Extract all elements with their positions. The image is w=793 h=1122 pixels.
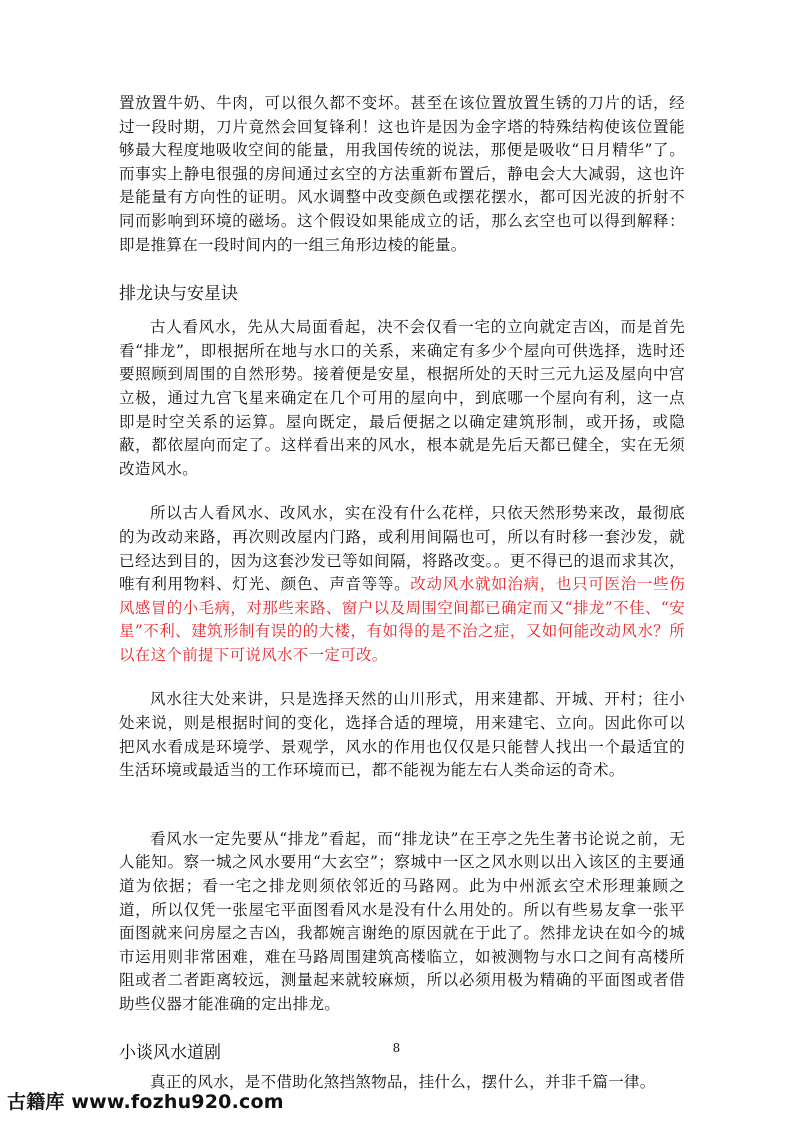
paragraph-true-fengshui: 真正的风水，是不借助化煞挡煞物品，挂什么，摆什么，并非千篇一律。 — [150, 1072, 656, 1091]
paragraph-fengshui-scope: 风水往大处来讲，只是选择天然的山川形式，用来建都、开城、开村；往小处来说，则是根据时间的变化，选择合适的理境，用来建宅、立向。因此你可以把风水看成是环境学、景观学，风水的作用也仅仅是只能替人找出一个最适宜的生活环境或最适当的工作环境而已，都不能视为能左右人类命运的奇术。 — [119, 690, 685, 780]
section-heading-pailong: 排龙诀与安星诀 — [119, 284, 238, 305]
page-number: 8 — [392, 1041, 401, 1055]
paragraph-ancient-fengshui: 古人看风水，先从大局面看起，决不会仅看一宅的立向就定吉凶，而是首先看“排龙”，即根据所在地与水口的关系，来确定有多少个屋向可供选择，选时还要照顾到周围的自然形势。接着便是安星，根据所处的天时三元九运及屋向中宫立极，通过九宫飞星来确定在几个可用的屋向中，到底哪一个屋向有利，这一点即是时空关系的运算。屋向既定，最后便据之以确定建筑形制，或开扬，或隐蔽，都依屋向而定了。这样看出来的风水，根本就是先后天都已健全，实在无须改造风水。 — [119, 318, 685, 478]
paragraph-changing-fengshui-text: 所以古人看风水、改风水，实在没有什么花样，只依天然形势来改，最彻底的为改动来路，再次则改屋内门路，或利用间隔也可，所以有时移一套沙发，就已经达到目的，因为这套沙发已等如间隔，将路改变。。更不得已的退而求其次，唯有利用物料、灯光、颜色、声音等等。 — [119, 504, 685, 594]
section-heading-daoju: 小谈风水道剧 — [119, 1042, 221, 1063]
paragraph-changing-fengshui — [119, 502, 685, 667]
highlighted-warning-text: 改动风水就如治病，也只可医治一些伤风感冒的小毛病，对那些来路、窗户以及周围空间都已确定而又“排龙”不佳、“安星”不利、建筑形制有误的的大楼，有如得的是不治之症，又如何能改动风水？所以在这个前提下可说风水不一定可改。 — [119, 575, 685, 664]
site-watermark: 古籍库 www.fozhu920.com — [7, 1091, 284, 1113]
document-body — [119, 92, 685, 1094]
paragraph-pailong-method: 看风水一定先要从“排龙”看起，而“排龙诀”在王亭之先生著书论说之前，无人能知。察一城之风水要用“大玄空”；察城中一区之风水则以出入该区的主要通道为依据；看一宅之排龙则须依邻近的马路网。此为中州派玄空术形理兼顾之道，所以仅凭一张屋宅平面图看风水是没有什么用处的。所以有些易友拿一张平面图就来问房屋之吉凶，我都婉言谢绝的原因就在于此了。然排龙诀在如今的城市运用则非常困难，难在马路周围建筑高楼临立，如被测物与水口之间有高楼所阻或者二者距离较远，测量起来就较麻烦，所以必须用极为精确的平面图或者借助些仪器才能准确的定出排龙。 — [119, 829, 685, 1013]
paragraph-pyramid-energy: 置放置牛奶、牛肉，可以很久都不变坏。甚至在该位置放置生锈的刀片的话，经过一段时期，刀片竟然会回复锋利！这也许是因为金字塔的特殊结构使该位置能够最大程度地吸收空间的能量，用我国传统的说法，那便是吸收“日月精华”了。而事实上静电很强的房间通过玄空的方法重新布置后，静电会大大减弱，这也许是能量有方向性的证明。风水调整中改变颜色或摆花摆水，都可因光波的折射不同而影响到环境的磁场。这个假设如果能成立的话，那么玄空也可以得到解释：即是推算在一段时间内的一组三角形边棱的能量。 — [119, 94, 685, 254]
